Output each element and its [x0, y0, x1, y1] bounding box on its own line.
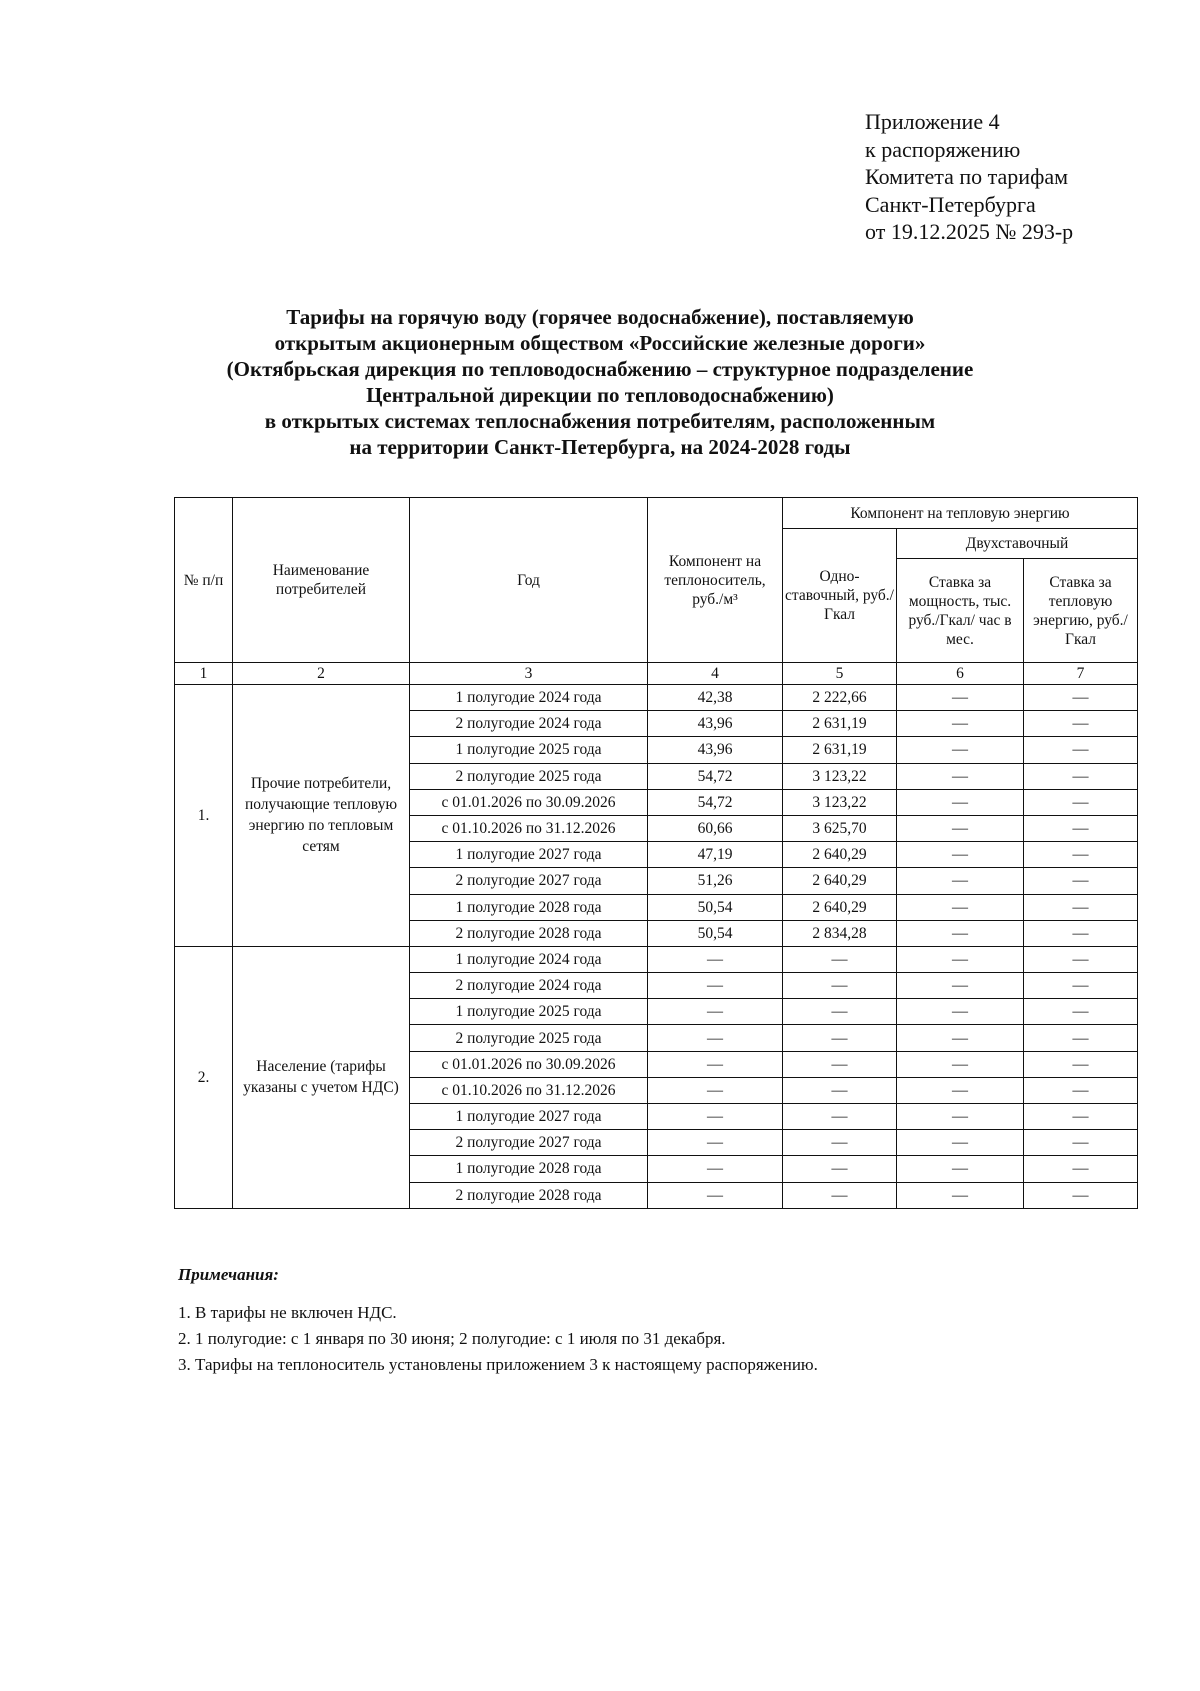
period-cell: 2 полугодие 2025 года: [410, 763, 648, 789]
header-capacity-rate: Ставка за мощность, тыс. руб./Гкал/ час в мес.: [897, 559, 1024, 663]
carrier-value: —: [648, 999, 783, 1025]
single-rate-value: 3 625,70: [783, 815, 897, 841]
title-line: (Октябрьская дирекция по тепловодоснабжению – структурное подразделение: [226, 357, 974, 381]
single-rate-value: —: [783, 946, 897, 972]
capacity-rate-value: —: [897, 1025, 1024, 1051]
single-rate-value: 2 640,29: [783, 894, 897, 920]
capacity-rate-value: —: [897, 1156, 1024, 1182]
single-rate-value: 2 640,29: [783, 868, 897, 894]
column-number: 3: [410, 663, 648, 685]
energy-rate-value: —: [1024, 737, 1138, 763]
capacity-rate-value: —: [897, 711, 1024, 737]
carrier-value: 50,54: [648, 920, 783, 946]
period-cell: 2 полугодие 2025 года: [410, 1025, 648, 1051]
capacity-rate-value: —: [897, 894, 1024, 920]
energy-rate-value: —: [1024, 1104, 1138, 1130]
energy-rate-value: —: [1024, 1025, 1138, 1051]
capacity-rate-value: —: [897, 1077, 1024, 1103]
carrier-value: —: [648, 1051, 783, 1077]
energy-rate-value: —: [1024, 1156, 1138, 1182]
capacity-rate-value: —: [897, 973, 1024, 999]
column-number: 4: [648, 663, 783, 685]
header-energy-rate: Ставка за тепловую энергию, руб./Гкал: [1024, 559, 1138, 663]
appendix-line: Комитета по тарифам: [865, 164, 1069, 189]
header-carrier: Компонент на теплоноситель, руб./м³: [648, 498, 783, 663]
energy-rate-value: —: [1024, 946, 1138, 972]
appendix-line: Санкт-Петербурга: [865, 191, 1036, 217]
header-year: Год: [410, 498, 648, 663]
carrier-value: 47,19: [648, 842, 783, 868]
single-rate-value: —: [783, 999, 897, 1025]
capacity-rate-value: —: [897, 1051, 1024, 1077]
single-rate-value: —: [783, 1182, 897, 1208]
energy-rate-value: —: [1024, 868, 1138, 894]
period-cell: с 01.01.2026 по 30.09.2026: [410, 1051, 648, 1077]
period-cell: 1 полугодие 2024 года: [410, 685, 648, 711]
period-cell: 1 полугодие 2025 года: [410, 999, 648, 1025]
capacity-rate-value: —: [897, 842, 1024, 868]
capacity-rate-value: —: [897, 999, 1024, 1025]
carrier-value: —: [648, 973, 783, 999]
energy-rate-value: —: [1024, 789, 1138, 815]
document-title: [150, 304, 1050, 460]
capacity-rate-value: —: [897, 815, 1024, 841]
column-number: 7: [1024, 663, 1138, 685]
period-cell: 2 полугодие 2028 года: [410, 1182, 648, 1208]
note-item: 1. В тарифы не включен НДС.: [178, 1303, 397, 1322]
period-cell: 2 полугодие 2024 года: [410, 711, 648, 737]
energy-rate-value: —: [1024, 894, 1138, 920]
energy-rate-value: —: [1024, 815, 1138, 841]
appendix-line: Приложение 4: [865, 109, 1000, 134]
table-row: [175, 946, 1138, 972]
energy-rate-value: —: [1024, 763, 1138, 789]
capacity-rate-value: —: [897, 1130, 1024, 1156]
single-rate-value: 3 123,22: [783, 763, 897, 789]
capacity-rate-value: —: [897, 1104, 1024, 1130]
energy-rate-value: —: [1024, 1077, 1138, 1103]
carrier-value: —: [648, 1130, 783, 1156]
capacity-rate-value: —: [897, 763, 1024, 789]
carrier-value: 43,96: [648, 711, 783, 737]
note-item: 2. 1 полугодие: с 1 января по 30 июня; 2 полугодие: с 1 июля по 31 декабря.: [178, 1329, 726, 1348]
period-cell: с 01.10.2026 по 31.12.2026: [410, 815, 648, 841]
column-number: 1: [175, 663, 233, 685]
energy-rate-value: —: [1024, 973, 1138, 999]
energy-rate-value: —: [1024, 920, 1138, 946]
header-num: № п/п: [175, 498, 233, 663]
single-rate-value: —: [783, 973, 897, 999]
carrier-value: 50,54: [648, 894, 783, 920]
period-cell: 1 полугодие 2028 года: [410, 894, 648, 920]
carrier-value: 51,26: [648, 868, 783, 894]
consumer-name: Прочие потребители, получающие тепловую энергию по тепловым сетям: [233, 685, 410, 947]
period-cell: 1 полугодие 2027 года: [410, 1104, 648, 1130]
title-line: открытым акционерным обществом «Российские железные дороги»: [274, 331, 926, 355]
capacity-rate-value: —: [897, 946, 1024, 972]
energy-rate-value: —: [1024, 999, 1138, 1025]
capacity-rate-value: —: [897, 685, 1024, 711]
single-rate-value: —: [783, 1051, 897, 1077]
single-rate-value: 2 834,28: [783, 920, 897, 946]
carrier-value: 54,72: [648, 789, 783, 815]
carrier-value: —: [648, 1077, 783, 1103]
single-rate-value: 2 222,66: [783, 685, 897, 711]
appendix-line: к распоряжению: [865, 136, 1021, 162]
single-rate-value: —: [783, 1077, 897, 1103]
single-rate-value: —: [783, 1156, 897, 1182]
energy-rate-value: —: [1024, 1051, 1138, 1077]
capacity-rate-value: —: [897, 920, 1024, 946]
capacity-rate-value: —: [897, 737, 1024, 763]
header-single-rate: Одно-ставочный, руб./Гкал: [783, 529, 897, 663]
appendix-line: от 19.12.2025 № 293-р: [865, 219, 1074, 244]
header-consumer: Наименование потребителей: [233, 498, 410, 663]
single-rate-value: 2 631,19: [783, 737, 897, 763]
header-heat-component: Компонент на тепловую энергию: [783, 498, 1138, 529]
capacity-rate-value: —: [897, 1182, 1024, 1208]
period-cell: 2 полугодие 2027 года: [410, 868, 648, 894]
notes-title: Примечания:: [178, 1265, 279, 1284]
appendix-block: [865, 108, 1073, 246]
energy-rate-value: —: [1024, 685, 1138, 711]
energy-rate-value: —: [1024, 711, 1138, 737]
energy-rate-value: —: [1024, 1130, 1138, 1156]
single-rate-value: 2 640,29: [783, 842, 897, 868]
carrier-value: 60,66: [648, 815, 783, 841]
carrier-value: 43,96: [648, 737, 783, 763]
tariff-table: [174, 497, 1138, 1209]
carrier-value: —: [648, 1025, 783, 1051]
note-item: 3. Тарифы на теплоноситель установлены приложением 3 к настоящему распоряжению.: [178, 1355, 818, 1374]
title-line: в открытых системах теплоснабжения потребителям, расположенным: [264, 409, 936, 433]
capacity-rate-value: —: [897, 868, 1024, 894]
single-rate-value: —: [783, 1025, 897, 1051]
carrier-value: —: [648, 1104, 783, 1130]
period-cell: 2 полугодие 2028 года: [410, 920, 648, 946]
single-rate-value: —: [783, 1104, 897, 1130]
group-number: 1.: [175, 685, 233, 947]
period-cell: с 01.10.2026 по 31.12.2026: [410, 1077, 648, 1103]
energy-rate-value: —: [1024, 1182, 1138, 1208]
single-rate-value: 2 631,19: [783, 711, 897, 737]
period-cell: 1 полугодие 2028 года: [410, 1156, 648, 1182]
title-line: Центральной дирекции по тепловодоснабжению): [366, 383, 834, 407]
column-number: 5: [783, 663, 897, 685]
period-cell: 1 полугодие 2024 года: [410, 946, 648, 972]
group-number: 2.: [175, 946, 233, 1208]
carrier-value: 54,72: [648, 763, 783, 789]
carrier-value: —: [648, 946, 783, 972]
consumer-name: Население (тарифы указаны с учетом НДС): [233, 946, 410, 1208]
period-cell: 2 полугодие 2027 года: [410, 1130, 648, 1156]
period-cell: с 01.01.2026 по 30.09.2026: [410, 789, 648, 815]
capacity-rate-value: —: [897, 789, 1024, 815]
single-rate-value: 3 123,22: [783, 789, 897, 815]
notes-list: [178, 1300, 818, 1378]
table-row: [175, 685, 1138, 711]
header-two-rate: Двухставочный: [897, 529, 1138, 559]
single-rate-value: —: [783, 1130, 897, 1156]
carrier-value: —: [648, 1156, 783, 1182]
period-cell: 2 полугодие 2024 года: [410, 973, 648, 999]
period-cell: 1 полугодие 2025 года: [410, 737, 648, 763]
column-number: 6: [897, 663, 1024, 685]
title-line: на территории Санкт-Петербурга, на 2024-2028 годы: [349, 435, 851, 459]
column-number: 2: [233, 663, 410, 685]
title-line: Тарифы на горячую воду (горячее водоснабжение), поставляемую: [286, 305, 914, 329]
carrier-value: 42,38: [648, 685, 783, 711]
energy-rate-value: —: [1024, 842, 1138, 868]
period-cell: 1 полугодие 2027 года: [410, 842, 648, 868]
carrier-value: —: [648, 1182, 783, 1208]
